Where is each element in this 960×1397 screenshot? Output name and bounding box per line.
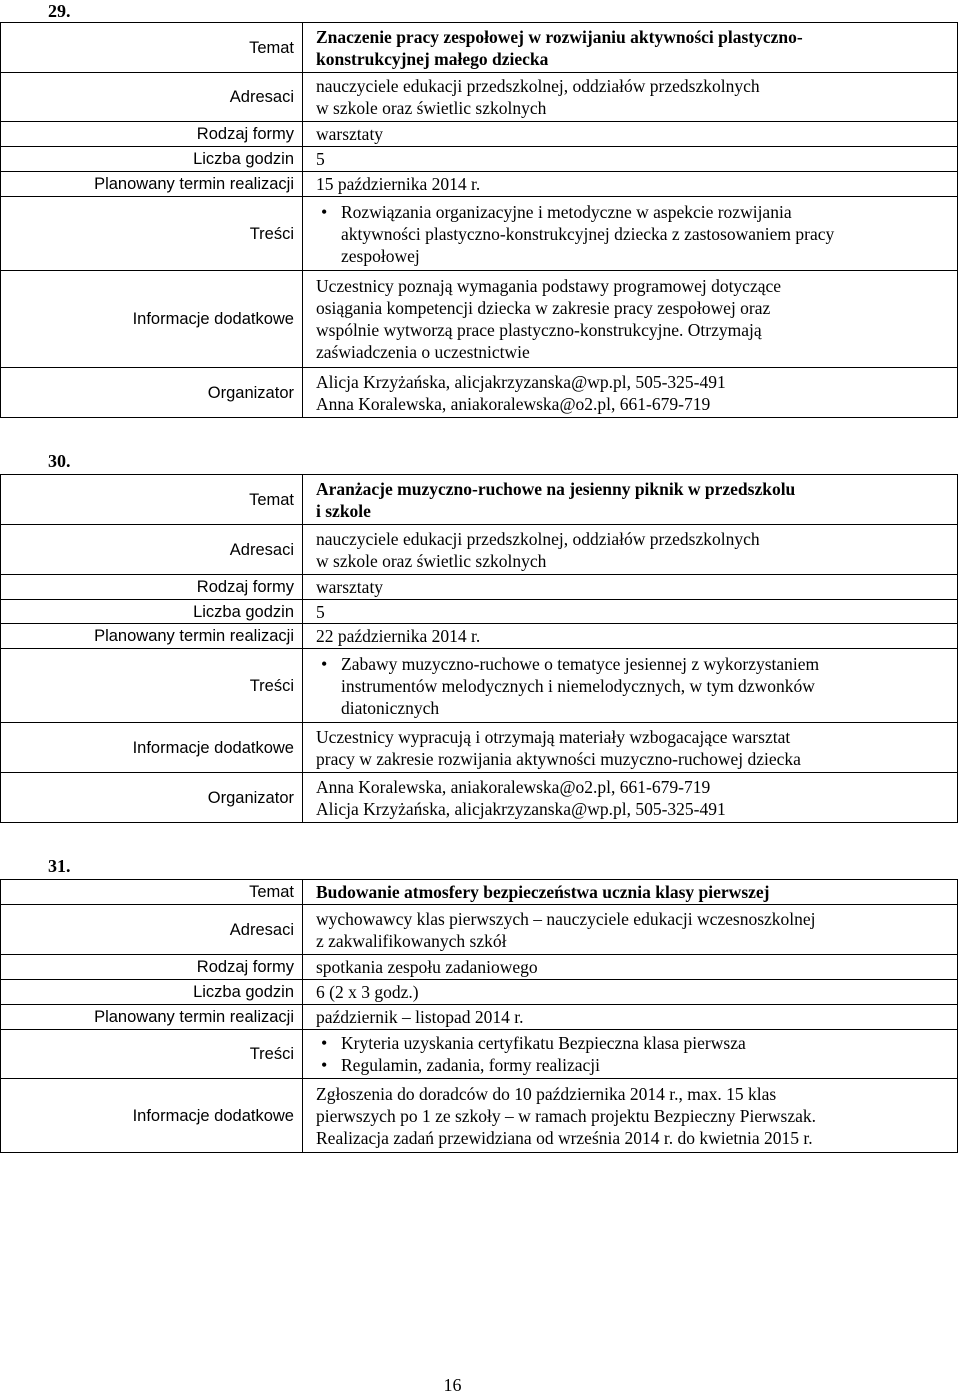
label-termin: Planowany termin realizacji (1, 624, 303, 649)
row-temat (1, 880, 958, 905)
label-liczba: Liczba godzin (1, 147, 303, 172)
row-rodzaj (1, 955, 958, 980)
row-termin (1, 1005, 958, 1030)
label-liczba: Liczba godzin (1, 600, 303, 624)
row-termin (1, 624, 958, 649)
label-termin: Planowany termin realizacji (1, 172, 303, 197)
section-29-table (0, 22, 958, 418)
section-number: 29. (48, 1, 71, 21)
row-termin (1, 172, 958, 197)
label-organizator: Organizator (1, 368, 303, 418)
row-rodzaj (1, 122, 958, 147)
value-info: Uczestnicy wypracują i otrzymają materiały wzbogacające warsztat pracy w zakresie rozwijania aktywności muzyczno-ruchowej dziecka (303, 723, 958, 773)
bullet-item: • Rozwiązania organizacyjne i metodyczne w aspekcie rozwijania aktywności plastyczno-konstrukcyjnej dziecka z zastosowaniem pracy zespołowej (316, 201, 957, 267)
section-31-table (0, 879, 958, 1153)
value-adresaci: wychowawcy klas pierwszych – nauczyciele edukacji wczesnoszkolnej z zakwalifikowanych szkół (303, 905, 958, 955)
row-organizator (1, 773, 958, 823)
label-tresci: Treści (1, 649, 303, 723)
value-termin: 15 października 2014 r. (303, 172, 958, 197)
label-tresci: Treści (1, 1030, 303, 1079)
row-liczba (1, 600, 958, 624)
value-adresaci: nauczyciele edukacji przedszkolnej, oddziałów przedszkolnych w szkole oraz świetlic szkolnych (303, 73, 958, 122)
label-termin: Planowany termin realizacji (1, 1005, 303, 1030)
label-rodzaj: Rodzaj formy (1, 575, 303, 600)
label-adresaci: Adresaci (1, 73, 303, 122)
label-temat: Temat (1, 475, 303, 525)
value-tresci (303, 649, 958, 723)
row-info (1, 1079, 958, 1153)
value-rodzaj: warsztaty (303, 575, 958, 600)
value-termin: październik – listopad 2014 r. (303, 1005, 958, 1030)
value-temat: Aranżacje muzyczno-ruchowe na jesienny piknik w przedszkolu i szkole (303, 475, 958, 525)
value-termin: 22 października 2014 r. (303, 624, 958, 649)
value-rodzaj: spotkania zespołu zadaniowego (303, 955, 958, 980)
label-tresci: Treści (1, 197, 303, 271)
row-organizator (1, 368, 958, 418)
label-temat: Temat (1, 23, 303, 73)
section-number: 30. (48, 451, 71, 471)
label-liczba: Liczba godzin (1, 980, 303, 1005)
label-organizator: Organizator (1, 773, 303, 823)
row-adresaci (1, 73, 958, 122)
bullet-item: • Zabawy muzyczno-ruchowe o tematyce jesiennej z wykorzystaniem instrumentów melodycznych i niemelodycznych, w tym dzwonków diatonicznych (316, 653, 957, 719)
value-liczba: 5 (303, 600, 958, 624)
value-liczba: 6 (2 x 3 godz.) (303, 980, 958, 1005)
label-info: Informacje dodatkowe (1, 723, 303, 773)
label-adresaci: Adresaci (1, 905, 303, 955)
page-number: 16 (443, 1375, 462, 1395)
value-tresci (303, 197, 958, 271)
value-organizator: Anna Koralewska, aniakoralewska@o2.pl, 661-679-719 Alicja Krzyżańska, alicjakrzyzanska@wp.pl, 505-325-491 (303, 773, 958, 823)
value-organizator: Alicja Krzyżańska, alicjakrzyzanska@wp.pl, 505-325-491 Anna Koralewska, aniakoralewska@o2.pl, 661-679-719 (303, 368, 958, 418)
value-info: Zgłoszenia do doradców do 10 października 2014 r., max. 15 klas pierwszych po 1 ze szkoły – w ramach projektu Bezpieczny Pierwszak. Realizacja zadań przewidziana od września 2014 r. do kwietnia 2015 r. (303, 1079, 958, 1153)
label-info: Informacje dodatkowe (1, 271, 303, 368)
value-adresaci: nauczyciele edukacji przedszkolnej, oddziałów przedszkolnych w szkole oraz świetlic szkolnych (303, 525, 958, 575)
row-info (1, 271, 958, 368)
row-rodzaj (1, 575, 958, 600)
value-temat: Budowanie atmosfery bezpieczeństwa ucznia klasy pierwszej (303, 880, 958, 905)
value-info: Uczestnicy poznają wymagania podstawy programowej dotyczące osiągania kompetencji dziecka w zakresie pracy zespołowej oraz wspólnie wytworzą prace plastyczno-konstrukcyjne. Otrzymają zaświadczenia o uczestnictwie (303, 271, 958, 368)
bullet-item: • Regulamin, zadania, formy realizacji (316, 1054, 957, 1076)
row-info (1, 723, 958, 773)
value-temat: Znaczenie pracy zespołowej w rozwijaniu aktywności plastyczno- konstrukcyjnej małego dziecka (303, 23, 958, 73)
row-adresaci (1, 525, 958, 575)
row-adresaci (1, 905, 958, 955)
bullet-item: • Kryteria uzyskania certyfikatu Bezpieczna klasa pierwsza (316, 1032, 957, 1054)
label-rodzaj: Rodzaj formy (1, 955, 303, 980)
row-liczba (1, 147, 958, 172)
row-temat (1, 23, 958, 73)
value-liczba: 5 (303, 147, 958, 172)
row-tresci (1, 1030, 958, 1079)
value-rodzaj: warsztaty (303, 122, 958, 147)
label-adresaci: Adresaci (1, 525, 303, 575)
row-tresci (1, 649, 958, 723)
section-number: 31. (48, 856, 71, 876)
label-info: Informacje dodatkowe (1, 1079, 303, 1153)
row-temat (1, 475, 958, 525)
label-temat: Temat (1, 880, 303, 905)
row-liczba (1, 980, 958, 1005)
label-rodzaj: Rodzaj formy (1, 122, 303, 147)
row-tresci (1, 197, 958, 271)
value-tresci (303, 1030, 958, 1079)
section-30-table (0, 474, 958, 823)
